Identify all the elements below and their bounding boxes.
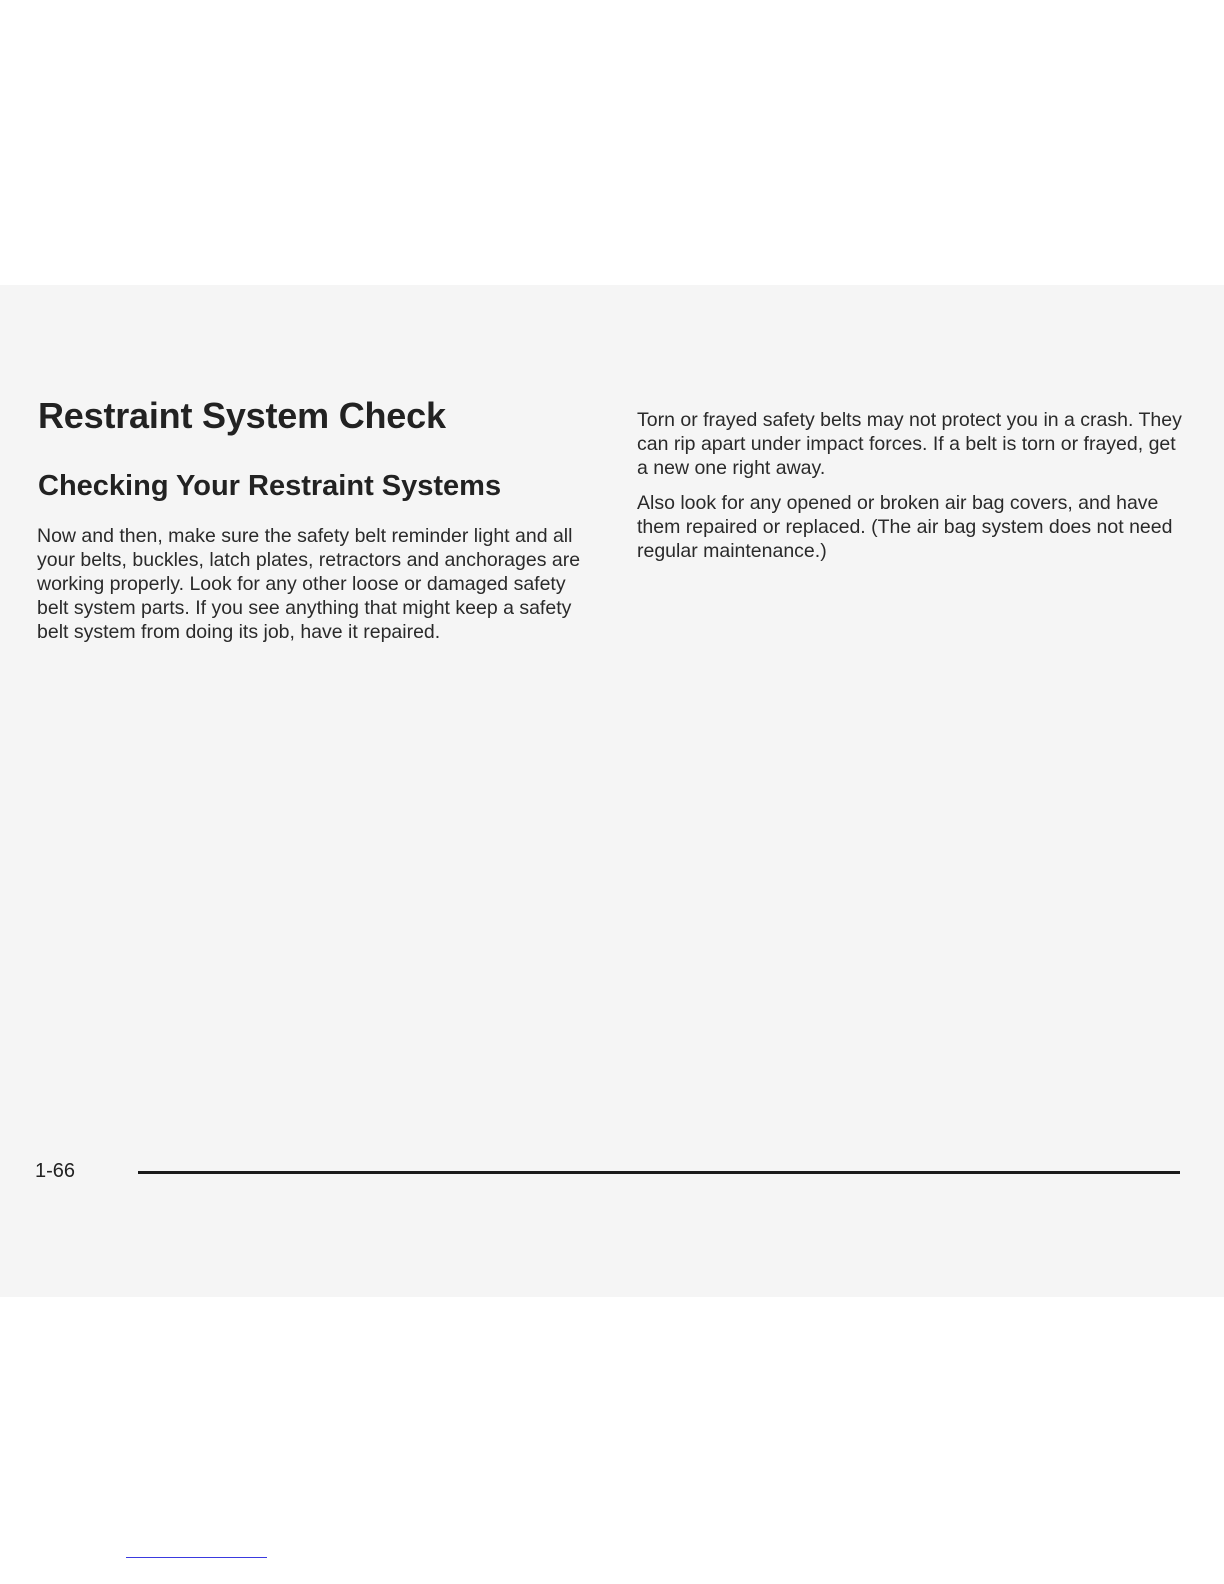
footer-rule	[138, 1171, 1180, 1174]
body-paragraph: Also look for any opened or broken air bag covers, and have them repaired or replaced. (The air bag system does not need regular maintenance.)	[637, 492, 1173, 562]
body-paragraph: Torn or frayed safety belts may not protect you in a crash. They can rip apart under impact forces. If a belt is torn or frayed, get a new one right away.	[637, 409, 1182, 479]
right-column	[637, 408, 1182, 563]
link-underline	[126, 1557, 267, 1558]
section-title: Restraint System Check	[38, 395, 446, 436]
body-paragraph: Now and then, make sure the safety belt reminder light and all your belts, buckles, latch plates, retractors and anchorages are working properly. Look for any other loose or damaged safety belt system parts. If you see anything that might keep a safety belt system from doing its job, have it repaired.	[37, 525, 581, 643]
page-number: 1-66	[35, 1160, 76, 1182]
subsection-title: Checking Your Restraint Systems	[38, 470, 502, 502]
